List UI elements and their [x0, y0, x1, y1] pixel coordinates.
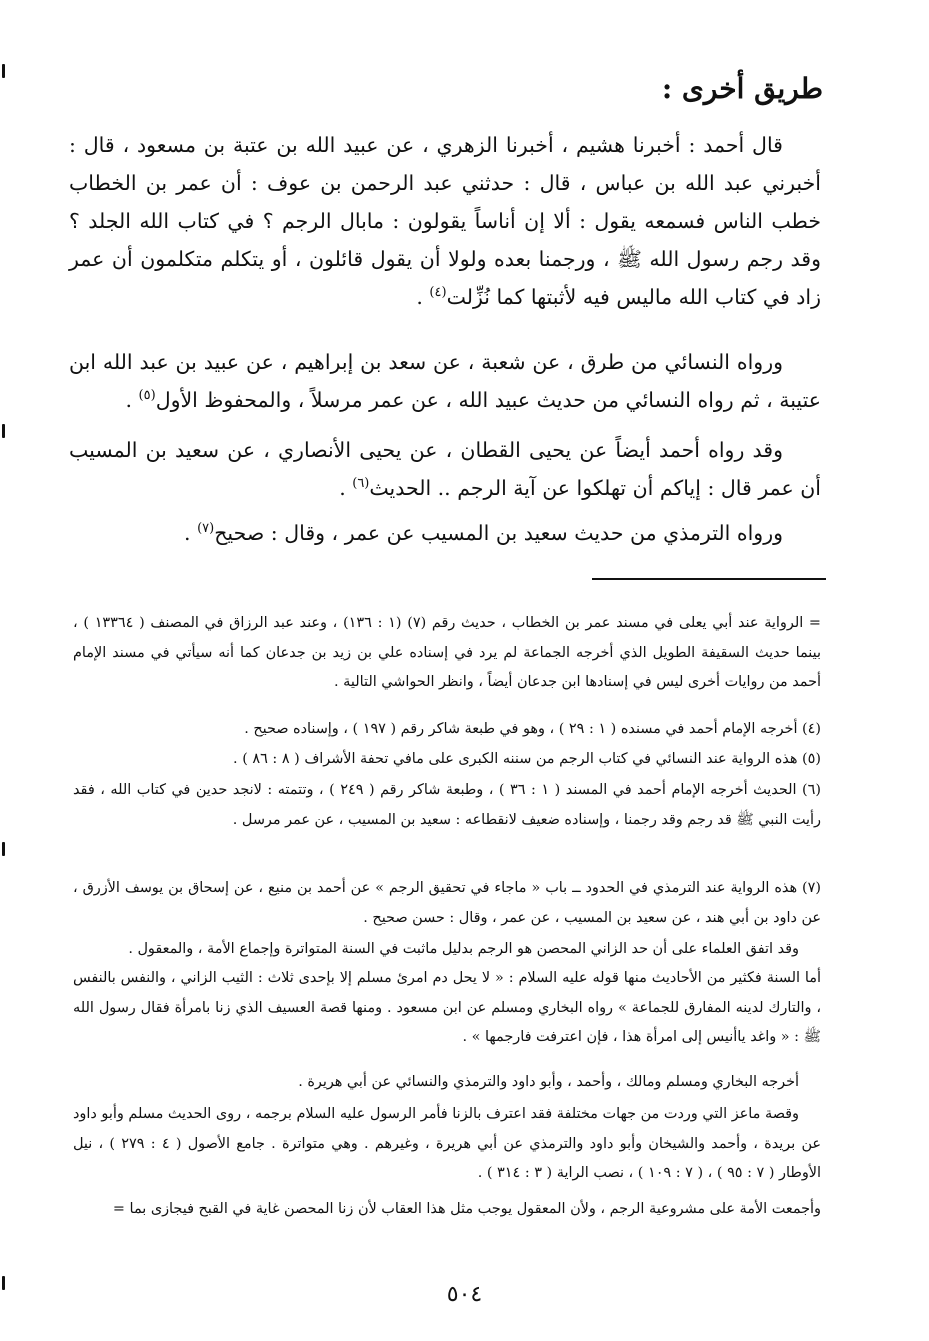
page-number: ٥٠٤: [446, 1282, 483, 1307]
paragraph-end: .: [416, 285, 430, 309]
paragraph-text: قال أحمد : أخبرنا هشيم ، أخبرنا الزهري ، عن عبيد الله بن عتبة بن مسعود ، قال : أخبرني عبد الله بن عباس ، قال : حدثني عبد الرحمن بن عوف : أن عمر بن الخطاب خطب الناس فسمعه يقول : ألا إن أناساً يقولون : مابال الرجم ؟ في كتاب الله الجلد ؟ وقد رجم رسول الله ﷺ ، ورجمنا بعده ولولا أن يقول قائلون ، أو يتكلم متكلمون أن عمر زاد في كتاب الله ماليس فيه لأثبتها كما نُزِّلت: [69, 133, 821, 309]
footnote-7-ijma: وأجمعت الأمة على مشروعية الرجم ، ولأن المعقول يوجب مثل هذا العقاب لأن زنا المحصن غاية في القبح فيجازى بما =: [112, 1201, 821, 1217]
footnote-continued: = الرواية عند أبي يعلى في مسند عمر بن الخطاب ، حديث رقم (٧) (١ : ١٣٦) ، وعند عبد الرزاق في المصنف ( ١٣٣٦٤ ) ، بينما حديث السقيفة الطويل الذي أخرجه الجماعة لم يرد في إسناده علي بن زيد بن جدعان كما أنه سيأتي في مسند الإمام أحمد من روايات أخرى ليس في إسنادها ابن جدعان أيضاً ، وانظر الحواشي التالية .: [73, 615, 821, 690]
footnote-7: (٧) هذه الرواية عند الترمذي في الحدود ــ باب « ماجاء في تحقيق الرجم » عن أحمد بن منيع ، عن إسحاق بن يوسف الأزرق ، عن داود بن أبي هند ، عن سعيد بن المسيب ، عن عمر ، وقال : حسن صحيح .: [73, 880, 821, 926]
section-heading: طريق أخرى :: [661, 72, 823, 105]
binding-mark: [2, 842, 5, 856]
footnote-ref: (٤): [429, 285, 447, 301]
paragraph-text: ورواه الترمذي من حديث سعيد بن المسيب عن عمر ، وقال : صحيح: [214, 521, 783, 545]
footnote-6: (٦) الحديث أخرجه الإمام أحمد في المسند ( ١ : ٣٦ ) ، وطبعة شاكر رقم ( ٢٤٩ ) ، وتتمته : لانجد حدين في كتاب الله ، فقد رأيت النبي ﷺ قد رجم وقد رجمنا ، وإسناده ضعيف لانقطاعه : سعيد بن المسيب ، عن عمر مرسل .: [73, 782, 822, 828]
binding-mark: [2, 64, 5, 78]
paragraph-text: ورواه النسائي من طرق ، عن شعبة ، عن سعد بن إبراهيم ، عن عبيد بن عبد الله ابن عتيبة ، ثم رواه النسائي من حديث عبيد الله ، عن عمر مرسلاً ، والمحفوظ الأول: [69, 350, 821, 412]
paragraph-end: .: [184, 521, 198, 545]
paragraph-text: وقد رواه أحمد أيضاً عن يحيى القطان ، عن يحيى الأنصاري ، عن سعيد بن المسيب أن عمر قال : إياكم أن تهلكوا عن آية الرجم .. الحديث: [69, 438, 821, 500]
footnote-5: (٥) هذه الرواية عند النسائي في كتاب الرجم من سننه الكبرى على مافي تحفة الأشراف ( ٨ : ٨٦ ) .: [233, 751, 821, 767]
main-paragraph: [69, 431, 821, 507]
footnote-ref: (٥): [138, 388, 156, 404]
footnote-4: (٤) أخرجه الإمام أحمد في مسنده ( ١ : ٢٩ ) ، وهو في طبعة شاكر رقم ( ١٩٧ ) ، وإسناده صحيح .: [244, 721, 821, 737]
footnote-7-maiz: وقصة ماعز التي وردت من جهات مختلفة فقد اعترف بالزنا فأمر الرسول عليه السلام برجمه ، روى الحديث مسلم وأبو داود عن بريدة ، وأحمد والشيخان وأبو داود والترمذي عن أبي هريرة ، وغيرهم . وهي متواترة . جامع الأصول ( ٤ : ٢٧٩ ) ، نيل الأوطار ( ٧ : ٩٥ ) ، ( ٧ : ١٠٩ ) ، نصب الراية ( ٣ : ٣١٤ ) .: [73, 1106, 822, 1181]
footnote-ref: (٧): [197, 521, 215, 537]
footnote-ref: (٦): [352, 476, 370, 492]
paragraph-end: .: [339, 476, 353, 500]
footnote-7-takhrij: أخرجه البخاري ومسلم ومالك ، وأحمد ، وأبو داود والترمذي والنسائي عن أبي هريرة .: [298, 1074, 799, 1090]
footnote-separator: [592, 578, 826, 580]
footnote-7-consensus: وقد اتفق العلماء على أن حد الزاني المحصن هو الرجم بدليل ماثبت في السنة المتواترة وإجماع الأمة ، والمعقول .: [128, 941, 799, 957]
paragraph-end: .: [125, 388, 139, 412]
main-paragraph: [69, 514, 821, 552]
main-paragraph: [69, 343, 821, 419]
binding-mark: [2, 424, 5, 438]
footnote-7-sunnah: أما السنة فكثير من الأحاديث منها قوله عليه السلام : « لا يحل دم امرئ مسلم إلا بإحدى ثلاث : الثيب الزاني ، والنفس بالنفس ، والتارك لدينه المفارق للجماعة » رواه البخاري ومسلم عن ابن مسعود . ومنها قصة العسيف الذي زنا بامرأة فقال رسول الله ﷺ : « واغد ياأنيس إلى امرأة هذا ، فإن اعترفت فارجمها » .: [73, 970, 821, 1045]
main-paragraph: [69, 126, 821, 316]
